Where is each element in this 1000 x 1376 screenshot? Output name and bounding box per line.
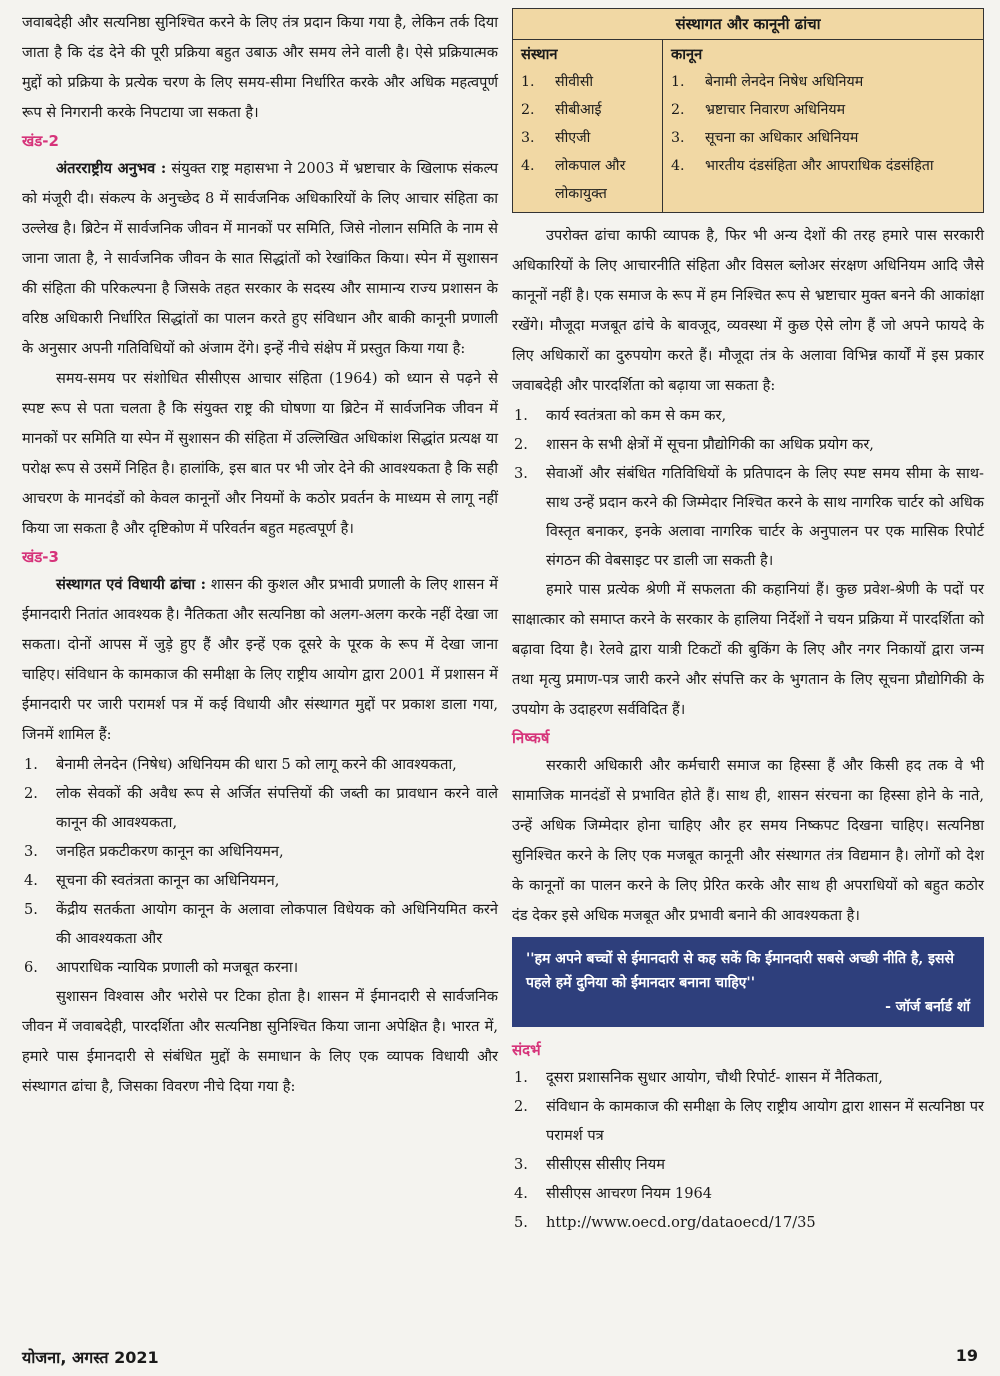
paragraph-good-governance: सुशासन विश्वास और भरोसे पर टिका होता है। शासन में ईमानदारी से सार्वजनिक जीवन में जवाबदेही, पारदर्शिता और सत्यनिष्ठा सुनिश्चित किया जाना अपेक्षित है। भारत में, हमारे पास ईमानदारी से संबंधित मुद्दों के समाधान के लिए एक व्यापक विधायी और संस्थागत ढांचा है, जिसका विवरण नीचे दिया गया है: bbox=[22, 988, 498, 1095]
table-row: 2. भ्रष्टाचार निवारण अधिनियम bbox=[671, 102, 846, 118]
list-item: 2. लोक सेवकों की अवैध रूप से अर्जित संपत्तियों की जब्ती का प्रावधान करने वाले कानून की आवश्यकता, bbox=[24, 785, 498, 831]
paragraph-conclusion: सरकारी अधिकारी और कर्मचारी समाज का हिस्सा हैं और किसी हद तक वे भी सामाजिक मानदंडों से प्रभावित होते हैं। साथ ही, शासन संरचना का हिस्सा होने के नाते, उन्हें अधिक जिम्मेदार होना चाहिए और हर समय निष्कपट दिखना चाहिए। सत्यनिष्ठा सुनिश्चित करने के लिए एक मजबूत कानूनी और संस्थागत तंत्र विद्यमान है। लोगों को देश के कानूनों का पालन करने के लिए प्रेरित करके और साथ ही अपराधियों को बहुत कठोर दंड देकर इसे अधिक मजबूत और प्रभावी बनाने की आवश्यकता है। bbox=[512, 757, 984, 924]
paragraph-intro: जवाबदेही और सत्यनिष्ठा सुनिश्चित करने के लिए तंत्र प्रदान किया गया है, लेकिन तर्क दिया जाता है कि दंड देने की पूरी प्रक्रिया बहुत उबाऊ और समय लेने वाली है। ऐसे प्रक्रियात्मक मुद्दों को प्रक्रिया के प्रत्येक चरण के लिए समय-सीमा निर्धारित करके और अधिक महत्वपूर्ण रूप से निगरानी करके निपटाया जा सकता है। bbox=[22, 14, 498, 121]
table-row: 4. लोकपाल और लोकायुक्त bbox=[521, 158, 626, 202]
table-row: 3. सीएजी bbox=[521, 130, 591, 146]
table-header-laws: कानून bbox=[671, 46, 703, 63]
left-column bbox=[22, 8, 498, 1102]
table-row: 1. सीवीसी bbox=[521, 74, 594, 90]
reference-item: 4. सीसीएस आचरण नियम 1964 bbox=[514, 1185, 713, 1202]
framework-table bbox=[512, 8, 984, 213]
references-list bbox=[512, 1063, 984, 1237]
lead-international: अंतरराष्ट्रीय अनुभव : bbox=[56, 160, 167, 177]
section-heading-references: संदर्भ bbox=[512, 1041, 541, 1059]
table-header-institutions: संस्थान bbox=[521, 46, 558, 63]
paragraph-ccs-code: समय-समय पर संशोधित सीसीएस आचार संहिता (1964) को ध्यान से पढ़ने से स्पष्ट रूप से पता चलता है कि संयुक्त राष्ट्र की घोषणा या ब्रिटेन में सार्वजनिक जीवन में मानकों पर समिति या स्पेन में सुशासन की संहिता में उल्लिखित अधिकांश सिद्धांत प्रत्यक्ष या परोक्ष रूप से उसमें निहित है। हालांकि, इस बात पर भी जोर देने की आवश्यकता है कि सही आचरण के मानदंडों को केवल कानूनों और नियमों के कठोर प्रवर्तन के माध्यम से लागू नहीं किया जा सकता है और दृष्टिकोण में परिवर्तन बहुत महत्वपूर्ण है। bbox=[22, 370, 498, 537]
section-heading-khand-2: खंड-2 bbox=[22, 132, 59, 150]
quote-box bbox=[512, 937, 984, 1027]
table-column-institutions bbox=[513, 40, 663, 212]
table-row: 3. सूचना का अधिकार अधिनियम bbox=[671, 130, 859, 146]
table-row: 1. बेनामी लेनदेन निषेध अधिनियम bbox=[671, 74, 864, 90]
right-column bbox=[512, 8, 984, 1237]
reference-item[interactable]: 5. http://www.oecd.org/dataoecd/17/35 bbox=[514, 1214, 816, 1231]
paragraph-success-stories: हमारे पास प्रत्येक श्रेणी में सफलता की कहानियां हैं। कुछ प्रवेश-श्रेणी के पदों पर साक्षात्कार को समाप्त करने के सरकार के हालिया निर्देशों ने चयन प्रक्रिया में पारदर्शिता को बढ़ावा दिया है। रेलवे द्वारा यात्री टिकटों की बुकिंग के लिए और नगर निकायों द्वारा जन्म तथा मृत्यु प्रमाण-पत्र जारी करने और संपत्ति कर के भुगतान के लिए सूचना प्रौद्योगिकी के उपयोग के उदाहरण सर्वविदित हैं। bbox=[512, 581, 984, 718]
section-heading-conclusion: निष्कर्ष bbox=[512, 729, 550, 747]
text-institutional: शासन की कुशल और प्रभावी प्रणाली के लिए शासन में ईमानदारी नितांत आवश्यक है। नैतिकता और सत्यनिष्ठा को अलग-अलग करके नहीं देखा जा सकता। दोनों आपस में जुड़े हुए हैं और इन्हें एक दूसरे के पूरक के रूप में देखा जाना चाहिए। संविधान के कामकाज की समीक्षा के लिए राष्ट्रीय आयोग द्वारा 2001 में प्रशासन में ईमानदारी पर जारी परामर्श पत्र में कई विधायी और संस्थागत मुद्दों पर प्रकाश डाला गया, जिनमें शामिल हैं: bbox=[22, 576, 498, 743]
list-item: 2. शासन के सभी क्षेत्रों में सूचना प्रौद्योगिकी का अधिक प्रयोग कर, bbox=[514, 436, 874, 453]
list-item: 4. सूचना की स्वतंत्रता कानून का अधिनियमन, bbox=[24, 872, 280, 889]
list-item: 3. जनहित प्रकटीकरण कानून का अधिनियमन, bbox=[24, 843, 284, 860]
table-row: 4. भारतीय दंडसंहिता और आपराधिक दंडसंहिता bbox=[671, 158, 934, 174]
reference-item: 1. दूसरा प्रशासनिक सुधार आयोग, चौथी रिपोर्ट- शासन में नैतिकता, bbox=[514, 1069, 883, 1086]
table-row: 2. सीबीआई bbox=[521, 102, 602, 118]
reference-item: 3. सीसीएस सीसीए नियम bbox=[514, 1156, 665, 1173]
quote-text: ''हम अपने बच्चों से ईमानदारी से कह सकें कि ईमानदारी सबसे अच्छी नीति है, इससे पहले हमें दुनिया को ईमानदार बनाना चाहिए'' bbox=[526, 951, 954, 991]
reference-item: 2. संविधान के कामकाज की समीक्षा के लिए राष्ट्रीय आयोग द्वारा शासन में सत्यनिष्ठा पर परामर्श पत्र bbox=[514, 1098, 984, 1144]
text-international: संयुक्त राष्ट्र महासभा ने 2003 में भ्रष्टाचार के खिलाफ संकल्प को मंजूरी दी। संकल्प के अनुच्छेद 8 में सार्वजनिक अधिकारियों के लिए आचार संहिता का उल्लेख है। ब्रिटेन में सार्वजनिक जीवन में मानकों पर समिति, जिसे नोलान समिति के नाम से जाना जाता है, ने सार्वजनिक जीवन के सात सिद्धांतों को रेखांकित किया। स्पेन में सुशासन की संहिता की परिकल्पना है जिसके तहत सरकार के सदस्य और सामान्य राज्य प्रशासन के वरिष्ठ अधिकारी निर्धारित सिद्धांतों का पालन करते हुए संविधान और बाकी कानूनी प्रणाली के अनुसार अपनी गतिविधियों को अंजाम देंगे। इन्हें नीचे संक्षेप में प्रस्तुत किया गया है: bbox=[22, 160, 498, 357]
measures-list bbox=[512, 401, 984, 575]
list-item: 3. सेवाओं और संबंधित गतिविधियों के प्रतिपादन के लिए स्पष्ट समय सीमा के साथ-साथ उन्हें प्रदान करने की जिम्मेदार निश्चित करने के साथ नागरिक चार्टर को अधिक विस्तृत बनाकर, इनके अलावा नागरिक चार्टर के अनुपालन पर एक मासिक रिपोर्ट संगठन की वेबसाइट पर डाली जा सकती है। bbox=[514, 465, 984, 569]
list-item: 1. बेनामी लेनदेन (निषेध) अधिनियम की धारा 5 को लागू करने की आवश्यकता, bbox=[24, 756, 457, 773]
page-number: 19 bbox=[955, 1346, 978, 1365]
quote-author: - जॉर्ज बर्नार्ड शॉ bbox=[885, 999, 970, 1015]
table-column-laws bbox=[663, 40, 983, 212]
paragraph-institutional bbox=[22, 570, 498, 750]
table-body bbox=[513, 40, 983, 212]
section-heading-khand-3: खंड-3 bbox=[22, 548, 59, 566]
paragraph-international bbox=[22, 154, 498, 364]
reference-link[interactable]: http://www.oecd.org/dataoecd/17/35 bbox=[546, 1214, 816, 1231]
table-title: संस्थागत और कानूनी ढांचा bbox=[513, 9, 983, 40]
issues-list bbox=[22, 750, 498, 982]
lead-institutional: संस्थागत एवं विधायी ढांचा : bbox=[56, 576, 206, 593]
list-item: 5. केंद्रीय सतर्कता आयोग कानून के अलावा लोकपाल विधेयक को अधिनियमित करने की आवश्यकता और bbox=[24, 901, 498, 947]
paragraph-framework: उपरोक्त ढांचा काफी व्यापक है, फिर भी अन्य देशों की तरह हमारे पास सरकारी अधिकारियों के लिए आचारनीति संहिता और विसल ब्लोअर संरक्षण अधिनियम आदि जैसे कानूनों नहीं है। एक समाज के रूप में हम निश्चित रूप से भ्रष्टाचार मुक्त बनने की आकांक्षा रखेंगे। मौजूदा मजबूत ढांचे के बावजूद, व्यवस्था में कुछ ऐसे लोग हैं जो अपने फायदे के लिए अधिकारों का दुरुपयोग करते हैं। मौजूदा तंत्र के अलावा विभिन्न कार्यों में इस प्रकार जवाबदेही और पारदर्शिता को बढ़ाया जा सकता है: bbox=[512, 227, 984, 394]
list-item: 1. कार्य स्वतंत्रता को कम से कम कर, bbox=[514, 407, 727, 424]
footer-publication: योजना, अगस्त 2021 bbox=[22, 1348, 159, 1367]
list-item: 6. आपराधिक न्यायिक प्रणाली को मजबूत करना। bbox=[24, 959, 299, 976]
